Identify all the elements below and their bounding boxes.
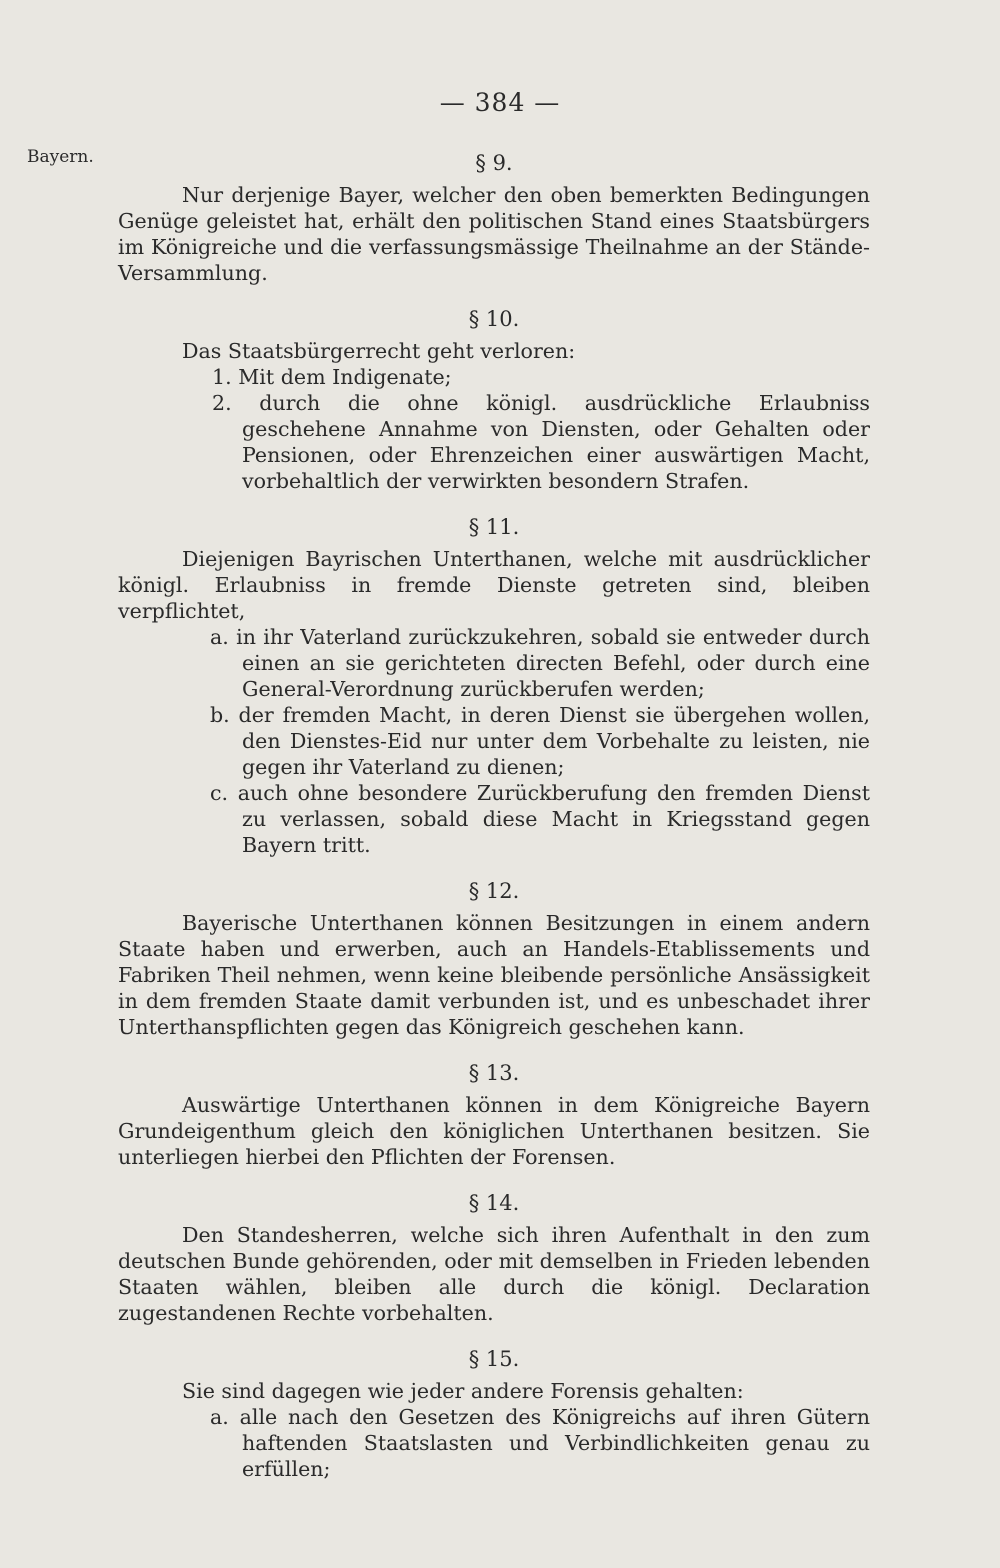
section-13-text: Auswärtige Unterthanen können in dem Königreiche Bayern Grundeigenthum gleich den königlichen Unterthanen besitzen. Sie unterliegen hierbei den Pflichten der Forensen. <box>118 1093 870 1169</box>
section-11-intro: Diejenigen Bayrischen Unterthanen, welche mit ausdrücklicher königl. Erlaubniss in fremde Dienste getreten sind, bleiben verpflichtet, <box>118 547 870 623</box>
section-heading-9: § 9. <box>475 151 513 175</box>
item-marker: c. <box>210 781 229 805</box>
list-item <box>118 780 870 858</box>
margin-note: Bayern. <box>27 147 94 167</box>
section-15-intro: Sie sind dagegen wie jeder andere Forensis gehalten: <box>182 1379 744 1403</box>
page-number: — 384 — <box>439 88 561 117</box>
item-marker: a. <box>210 625 229 649</box>
section-heading-12: § 12. <box>468 879 520 903</box>
item-marker: a. <box>210 1405 229 1429</box>
document-body <box>118 150 870 1482</box>
section-heading-14: § 14. <box>468 1191 520 1215</box>
item-text: der fremden Macht, in deren Dienst sie übergehen wollen, den Dienstes-Eid nur unter dem Vorbehalte zu leisten, nie gegen ihr Vaterland zu dienen; <box>238 703 871 779</box>
list-item <box>118 702 870 780</box>
section-heading-10: § 10. <box>468 307 520 331</box>
section-12-text: Bayerische Unterthanen können Besitzungen in einem andern Staate haben und erwerben, auch an Handels-Etablissements und Fabriken Theil nehmen, wenn keine bleibende persönliche Ansässigkeit in dem fremden Staate damit verbunden ist, und es unbeschadet ihrer Unterthanspflichten gegen das Königreich geschehen kann. <box>118 911 870 1039</box>
section-heading-15: § 15. <box>468 1347 520 1371</box>
section-heading-13: § 13. <box>468 1061 520 1085</box>
list-item <box>118 364 870 390</box>
item-text: auch ohne besondere Zurückberufung den fremden Dienst zu verlassen, sobald diese Macht in Kriegsstand gegen Bayern tritt. <box>237 781 871 857</box>
section-14-text: Den Standesherren, welche sich ihren Aufenthalt in den zum deutschen Bunde gehörenden, oder mit demselben in Frieden lebenden Staaten wählen, bleiben alle durch die königl. Declaration zugestandenen Rechte vorbehalten. <box>118 1223 870 1325</box>
item-marker: 1. <box>212 365 232 389</box>
section-heading-11: § 11. <box>468 515 520 539</box>
section-9-text: Nur derjenige Bayer, welcher den oben bemerkten Bedingungen Genüge geleistet hat, erhält den politischen Stand eines Staatsbürgers im Königreiche und die verfassungsmässige Theilnahme an der Stände-Versammlung. <box>118 183 870 285</box>
item-marker: 2. <box>212 391 232 415</box>
list-item <box>118 390 870 494</box>
item-text: alle nach den Gesetzen des Königreichs auf ihren Gütern haftenden Staatslasten und Verbindlichkeiten genau zu erfüllen; <box>239 1405 871 1481</box>
list-item <box>118 1404 870 1482</box>
item-text: Mit dem Indigenate; <box>238 365 452 389</box>
item-marker: b. <box>210 703 230 727</box>
item-text: in ihr Vaterland zurückzukehren, sobald sie entweder durch einen an sie gerichteten directen Befehl, oder durch eine General-Verordnung zurückberufen werden; <box>236 625 870 701</box>
list-item <box>118 624 870 702</box>
item-text: durch die ohne königl. ausdrückliche Erlaubniss geschehene Annahme von Diensten, oder Gehalten oder Pensionen, oder Ehrenzeichen einer auswärtigen Macht, vorbehaltlich der verwirkten besondern Strafen. <box>242 391 870 493</box>
section-10-intro: Das Staatsbürgerrecht geht verloren: <box>182 339 576 363</box>
